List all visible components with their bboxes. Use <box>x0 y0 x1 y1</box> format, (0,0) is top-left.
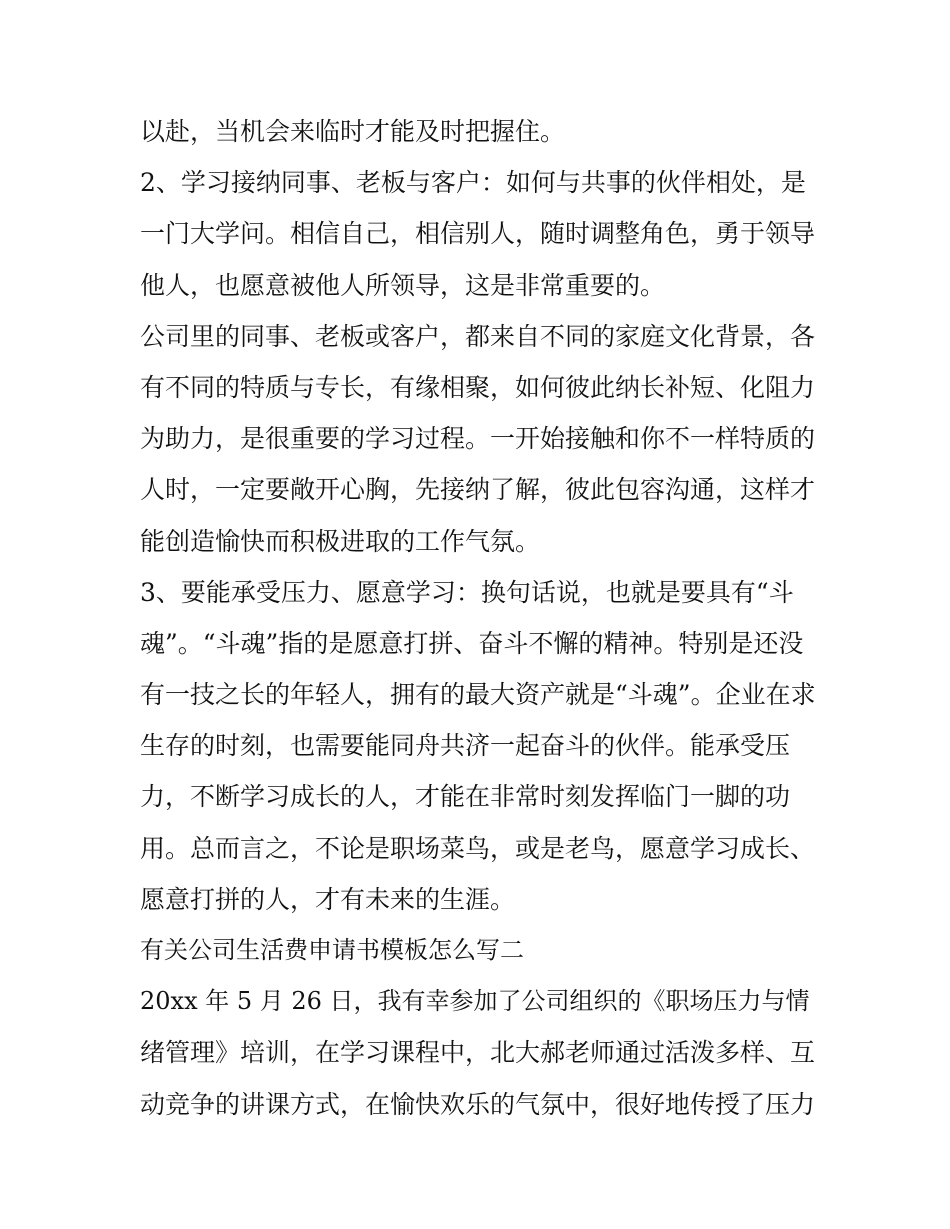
text-line: 力，不断学习成长的人，才能在非常时刻发挥临门一脚的功 <box>140 782 791 812</box>
text-line: 3、要能承受压力、愿意学习：换句话说，也就是要具有“斗 <box>140 577 794 607</box>
text-line: 公司里的同事、老板或客户，都来自不同的家庭文化背景，各 <box>140 321 816 351</box>
text-line: 绪管理》培训，在学习课程中，北大郝老师通过活泼多样、互 <box>140 1038 816 1068</box>
text-line: 一门大学问。相信自己，相信别人，随时调整角色，勇于领导 <box>140 219 816 249</box>
text-line: 为助力，是很重要的学习过程。一开始接触和你不一样特质的 <box>140 424 816 454</box>
text-line: 有一技之长的年轻人，拥有的最大资产就是“斗魂”。企业在求 <box>140 680 816 710</box>
text-line: 20xx 年 5 月 26 日，我有幸参加了公司组织的《职场压力与情 <box>140 987 810 1016</box>
text-line: 他人，也愿意被他人所领导，这是非常重要的。 <box>140 270 666 300</box>
text-line: 动竞争的讲课方式，在愉快欢乐的气氛中，很好地传授了压力 <box>140 1089 816 1119</box>
text-line: 魂”。“斗魂”指的是愿意打拼、奋斗不懈的精神。特别是还没 <box>140 628 804 658</box>
text-line: 生存的时刻，也需要能同舟共济一起奋斗的伙伴。能承受压 <box>140 731 791 761</box>
text-line: 能创造愉快而积极进取的工作气氛。 <box>140 526 541 556</box>
section-heading: 有关公司生活费申请书模板怎么写二 <box>140 936 524 964</box>
text-line: 用。总而言之，不论是职场菜鸟，或是老鸟，愿意学习成长、 <box>140 833 816 863</box>
text-line: 有不同的特质与专长，有缘相聚，如何彼此纳长补短、化阻力 <box>140 372 816 402</box>
text-line: 2、学习接纳同事、老板与客户：如何与共事的伙伴相处，是 <box>140 168 806 198</box>
text-line: 人时，一定要敞开心胸，先接纳了解，彼此包容沟通，这样才 <box>140 475 816 505</box>
text-line: 以赴，当机会来临时才能及时把握住。 <box>140 117 566 146</box>
document-body <box>140 106 820 1130</box>
text-line: 愿意打拼的人，才有未来的生涯。 <box>140 884 516 914</box>
